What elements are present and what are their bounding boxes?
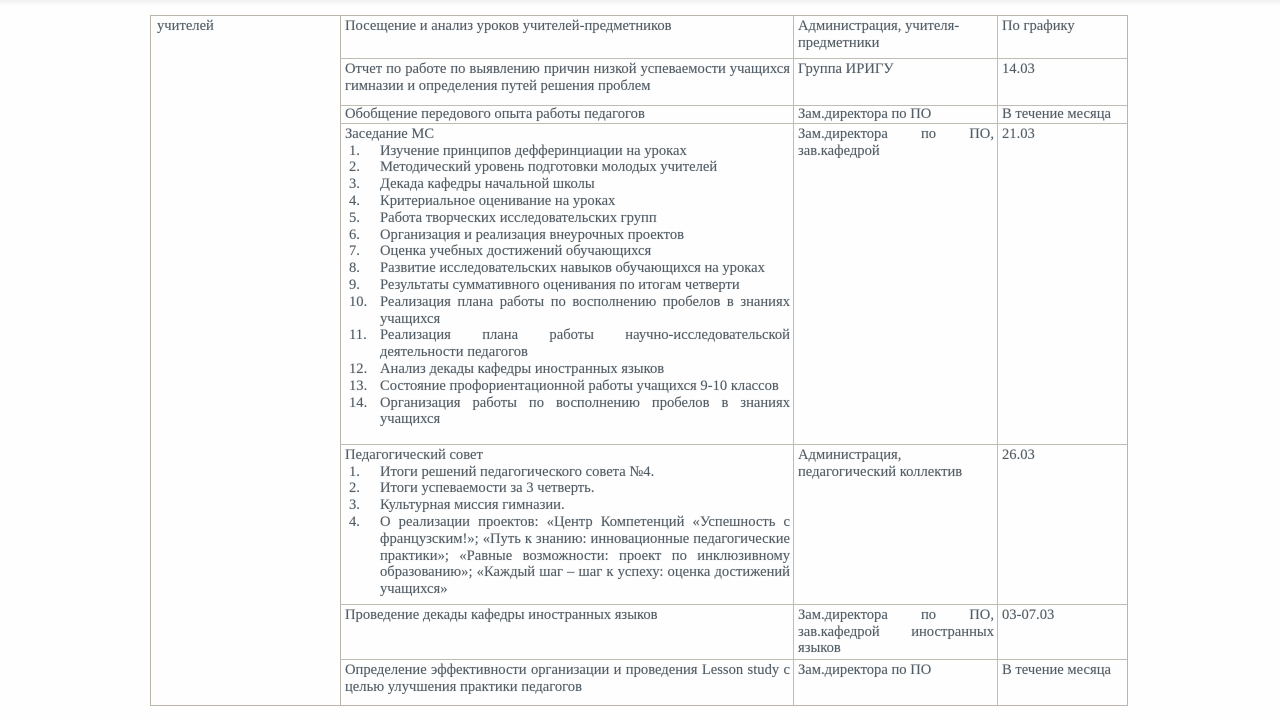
spanning-cell-text: учителей bbox=[157, 18, 214, 34]
date-cell: 03-07.03 bbox=[997, 605, 1127, 659]
date-cell: 14.03 bbox=[997, 59, 1127, 105]
list-item: Развитие исследовательских навыков обучающихся на уроках bbox=[380, 260, 765, 277]
list-item: Изучение принципов дефферинциации на уроках bbox=[380, 142, 687, 159]
list-item: Итоги успеваемости за 3 четверть. bbox=[380, 480, 595, 497]
activity-cell bbox=[341, 124, 793, 444]
list-item: Оценка учебных достижений обучающихся bbox=[380, 243, 652, 260]
table-row bbox=[341, 16, 1127, 58]
date-cell: 26.03 bbox=[997, 445, 1127, 604]
list-item: Работа творческих исследовательских групп bbox=[380, 209, 657, 226]
date-cell: По графику bbox=[997, 16, 1127, 58]
work-plan-table bbox=[150, 15, 1128, 706]
table-row bbox=[341, 444, 1127, 604]
table-row bbox=[341, 604, 1127, 659]
date-cell: В течение месяца bbox=[997, 106, 1127, 123]
date-cell: 21.03 bbox=[997, 124, 1127, 444]
list-item: Состояние профориентационной работы учащихся 9-10 классов bbox=[380, 377, 779, 394]
activity-title: Заседание МС bbox=[345, 125, 435, 142]
responsible-cell: Зам.директора по ПО bbox=[793, 660, 997, 705]
list-item: Организация работы по восполнению пробелов в знаниях учащихся bbox=[380, 394, 790, 428]
ms-meeting-agenda-list bbox=[345, 143, 790, 429]
responsible-cell: Зам.директора по ПО, зав.кафедрой иностранных языков bbox=[793, 605, 997, 659]
list-item: Реализация плана работы научно-исследовательской деятельности педагогов bbox=[380, 327, 790, 361]
list-item: Декада кафедры начальной школы bbox=[380, 176, 595, 193]
responsible-cell: Администрация, педагогический коллектив bbox=[793, 445, 997, 604]
responsible-cell: Группа ИРИГУ bbox=[793, 59, 997, 105]
activity-cell: Определение эффективности организации и проведения Lesson study с целью улучшения практики педагогов bbox=[345, 661, 790, 695]
pedagogical-council-agenda-list bbox=[345, 464, 790, 598]
spanning-cell-teachers bbox=[151, 16, 341, 705]
activity-cell: Проведение декады кафедры иностранных языков bbox=[345, 606, 658, 623]
activity-cell: Обобщение передового опыта работы педагогов bbox=[345, 106, 645, 122]
responsible-cell: Зам.директора по ПО bbox=[793, 106, 997, 123]
activity-title: Педагогический совет bbox=[345, 446, 483, 463]
list-item: Анализ декады кафедры иностранных языков bbox=[380, 360, 665, 377]
list-item: Организация и реализация внеурочных проектов bbox=[380, 226, 685, 243]
list-item: О реализации проектов: «Центр Компетенций «Успешность с французским!»; «Путь к знанию: инновационные педагогические практики»; «Равные возможности: проект по инклюзивному образованию»; «Каждый шаг – шаг к успеху: оценка достижений учащихся» bbox=[380, 513, 790, 598]
list-item: Результаты суммативного оценивания по итогам четверти bbox=[380, 276, 740, 293]
date-cell: В течение месяца bbox=[997, 660, 1127, 705]
table-row bbox=[341, 105, 1127, 123]
list-item: Критериальное оценивание на уроках bbox=[380, 192, 616, 209]
table-row bbox=[341, 659, 1127, 705]
responsible-cell: Администрация, учителя-предметники bbox=[793, 16, 997, 58]
table-rows-container bbox=[341, 16, 1127, 705]
activity-cell: Отчет по работе по выявлению причин низкой успеваемости учащихся гимназии и определения путей решения проблем bbox=[345, 61, 790, 94]
list-item: Культурная миссия гимназии. bbox=[380, 497, 565, 514]
list-item: Итоги решений педагогического совета №4. bbox=[380, 463, 655, 480]
responsible-cell: Зам.директора по ПО, зав.кафедрой bbox=[793, 124, 997, 444]
table-row bbox=[341, 123, 1127, 444]
activity-cell bbox=[341, 445, 793, 604]
list-item: Методический уровень подготовки молодых учителей bbox=[380, 159, 718, 176]
table-row bbox=[341, 58, 1127, 105]
activity-cell: Посещение и анализ уроков учителей-предметников bbox=[345, 18, 672, 34]
list-item: Реализация плана работы по восполнению пробелов в знаниях учащихся bbox=[380, 293, 790, 327]
